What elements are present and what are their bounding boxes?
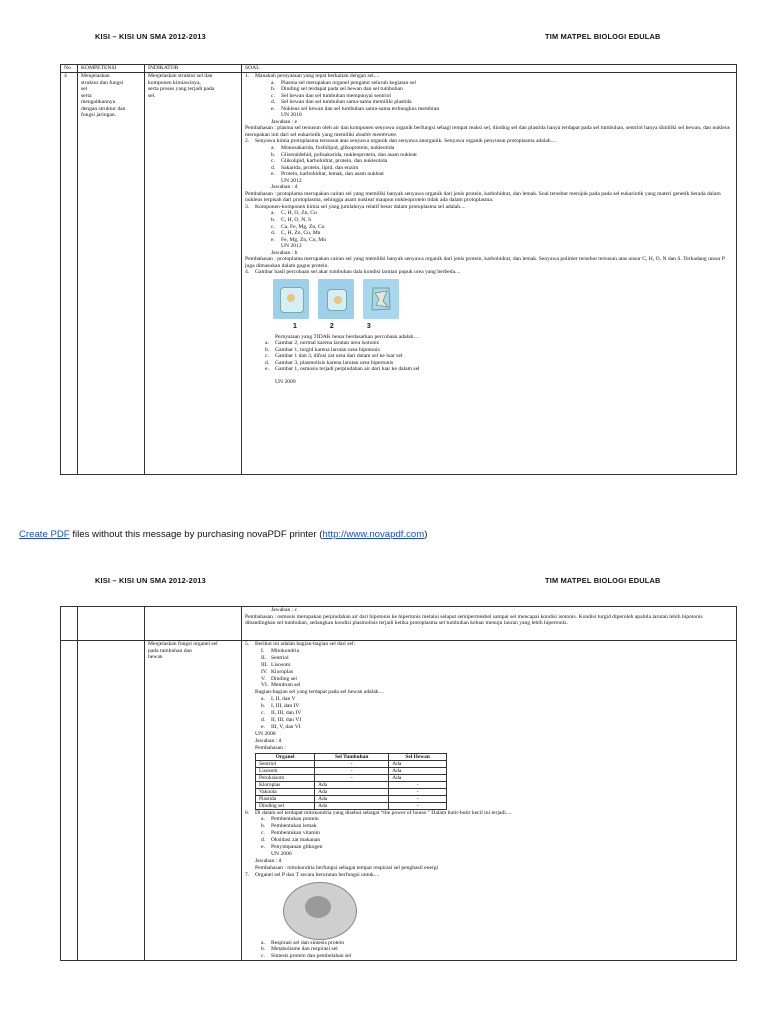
create-pdf-link[interactable]: Create PDF — [19, 529, 70, 540]
figure-label: 2 — [329, 322, 334, 330]
answer: Jawaban : d — [271, 184, 298, 191]
organel-row: Vakuola Ada - — [256, 788, 447, 795]
option: c. Pembentukan vitamin — [261, 830, 320, 837]
cell-image-plasmolysis — [363, 279, 399, 319]
option: d. Sakarida, protein, lipid, dan enzim — [271, 164, 359, 171]
answer: Jawaban : d — [255, 857, 282, 864]
explanation: Pembahasan : protoplama merupakan cairan sel yang memiliki banyak senyawa organik dari jenis protein, karbohidrat, dan lemak. Senyawa polimer tersebut tersusun atas unsur C, H, O, N dan S. Terkadang unsur P juga dimasukan dalam gugus protein. — [245, 256, 725, 269]
organel-row: Plastida Ada - — [256, 795, 447, 802]
question-5: 5. Berikut ini adalah bagian-bagian sel dari sel: — [245, 641, 356, 647]
osmosis-figure — [273, 279, 733, 319]
organel-row: Lisosom - Ada — [256, 767, 447, 774]
table-header-row — [61, 65, 737, 73]
indikator-cell — [145, 73, 242, 475]
kompetensi-line: serta — [81, 92, 92, 99]
part: VI. Membran sel — [261, 682, 301, 689]
pdf-page-1 — [0, 0, 768, 508]
option: e. Penyimpanan glikogen — [261, 844, 323, 851]
kompetensi-line: fungsi jaringan. — [81, 112, 117, 119]
option: e. Protein, karbohidrat, lemak, dan asam nukleat — [271, 171, 384, 178]
question-3: 3. Komponen-komponen kimia sel yang jumlahnya relatif besar dalam protoplasma sel adalah.... — [245, 203, 466, 210]
cell-image-normal — [318, 279, 354, 319]
option: a. Plasma sel merupakan organel pengatur seluruh kegiatan sel — [271, 79, 416, 86]
soal-cell — [242, 607, 737, 641]
soal-cell — [242, 73, 737, 475]
col-soal: SOAL — [242, 65, 737, 73]
indikator-cell — [145, 641, 242, 961]
organel-row: Sentriol - Ada — [256, 760, 447, 767]
option: d. Sel hewan dan sel tumbuhan sama-sama memiliki plastida — [271, 99, 412, 106]
animal-cell-image — [283, 882, 355, 938]
option: c. Ca, Fe, Mg, Zn, Cu — [271, 223, 325, 230]
option: e. Fe, Mg, Zn, Cu, Mn — [271, 236, 327, 243]
explanation: Pembahasan : osmosis merupakan perpindahan air dari hipotonis ke hipertonis melalui selaput semipermeabel sampai sel mencapai kondisi isotonis. Kondisi turgid diperoleh apabila larutan lebih hipotonis dibandingkan sel tumbuhan, sedangkan kondisi plasmolisis terjadi ketika protoplasma sel tumbuhan keluar menuju lauran yang lebih hipertonis. — [245, 613, 703, 627]
option: d. II, III, dan VI — [261, 716, 302, 723]
soal-cell — [242, 641, 737, 961]
kompetensi-line: sel — [81, 86, 88, 93]
un-year: UN 2012 — [281, 243, 302, 250]
table-row — [61, 641, 737, 961]
option: e. III, V, dan VI — [261, 723, 301, 730]
option: c. Glikolipid, karbohidrat, protein, dan nukleotida — [271, 158, 388, 165]
col-kompetensi: KOMPETENSI — [78, 65, 145, 73]
part: I. Mitokondria — [261, 647, 299, 654]
option: b. Metabolisme dan respirasi sel — [261, 946, 338, 953]
option: a. Respirasi sel dan sintesis protein — [261, 939, 345, 946]
part: III. Lisosom — [261, 661, 291, 668]
option: a. Monosakarida, fosfolipid, glikoprotein, nukleotida — [271, 145, 395, 152]
organel-row: Dinding sel Ada - — [256, 802, 447, 809]
novapdf-footer — [19, 529, 427, 540]
figure-label: 1 — [293, 322, 297, 330]
indikator-line: serta proses yang terjadi pada — [148, 86, 215, 93]
option: a. C, H, O, Zn, Cu — [271, 210, 317, 217]
indikator-line: pada tumbuhan dan — [148, 647, 192, 654]
option: b. Dinding sel terdapat pada sel hewan dan sel tumbuhan — [271, 86, 403, 93]
figure-label: 3 — [366, 322, 371, 330]
header-left: KISI – KISI UN SMA 2012-2013 — [95, 576, 206, 585]
col-no: No — [61, 65, 78, 73]
figure-labels — [293, 324, 733, 331]
option: e. Nukleus sel hewan dan sel tumbuhan sama-sama terbungkus membran — [271, 105, 440, 112]
header-right: TIM MATPEL BIOLOGI EDULAB — [545, 576, 661, 585]
option: a. Pembentukan protein — [261, 816, 319, 823]
answer: Jawaban : b — [271, 249, 298, 256]
organel-table-header: Organel Sel Tumbuhan Sel Hewan — [256, 753, 447, 760]
question-6: 6. Di dalam sel terdapat mitokondria yang disebut sebagai “the power of house.” Dalam butir-butir kecil ini terjadi.... — [245, 809, 512, 816]
table-row — [61, 607, 737, 641]
option: c. Sel hewan dan sel tumbuhan mempunyai sentriol — [271, 92, 391, 99]
pdf-page-2 — [0, 560, 768, 1024]
option: a. Gambar 2, normal karena larutan urea isotonis — [265, 340, 379, 347]
option: a. I, II, dan V — [261, 696, 296, 703]
question-2: 2. Senyawa kimia protoplasma tersusun atas senyawa organik dan senyawa anorganik. Senyawa organik penyusun protoplasma adalah.... — [245, 138, 557, 145]
un-year: UN 2009 — [275, 379, 296, 386]
option: b. Gambar 1, turgid karena larutan urea hipotonis — [265, 346, 380, 353]
footer-text: files without this message by purchasing novaPDF printer ( — [69, 529, 323, 540]
novapdf-url-link[interactable]: http://www.novapdf.com — [322, 529, 425, 540]
header-left: KISI – KISI UN SMA 2012-2013 — [95, 32, 206, 41]
explanation: Pembahasan : plasma sel tersusun oleh air dan komponen senyawa organik berfungsi sebagi tempat reaksi sel, dinding sel dan plastida hanya terdapat pada sel tumbuhan, sentriol hanya dimiliki sel hewan, dan nukleus merupakan inti dari sel eukariotik yang memiliki double membrane. — [245, 125, 730, 138]
un-year: UN 2010 — [281, 112, 302, 119]
table-row — [61, 73, 737, 475]
question-stem: Bagian-bagian sel yang terdapat pada sel hewan adalah.... — [255, 689, 385, 696]
question-4: 4. Gambar hasil percobaan sel akar tumbuhan dala kondisi larutan pupuk urea yang berbeda.... — [245, 269, 461, 276]
option: e. Gambar 1, osmosis terjadi perpindahan air dari luar ke dalam sel — [265, 366, 420, 373]
explanation: Pembahasan : mitokondria berfungsi sebagai tempat respirasi sel penghasil energi — [255, 864, 439, 871]
option: c. II, III, dan IV — [261, 710, 302, 717]
kompetensi-line: mengaitkannya — [81, 99, 116, 106]
option: d. C, H, Zn, Cu, Mn — [271, 230, 321, 237]
answer: Jawaban : d — [255, 737, 282, 744]
un-year: UN 2006 — [271, 850, 292, 857]
part: V. Dinding sel — [261, 675, 297, 682]
un-year: UN 2008 — [255, 730, 276, 737]
answer: Jawaban : e — [271, 118, 298, 125]
organel-row: Kloroplas Ada - — [256, 781, 447, 788]
indikator-line: sel. — [148, 92, 156, 99]
explanation: Pembahasan : protoplama merupakan cairan sel yang memiliki banyak senyawa organik dari jenis protein, karbohidrat, dan lemak. Soal tersebut merujuk pada pada sel eukariotik yang materi genetik berada dalam nukleus terpisah dari protoplasma, sehingga asam nukleat maupun nukleoprotein tidak ada dalam protoplasma. — [245, 190, 721, 204]
option: c. Sintesis protein dan pembelahan sel — [261, 953, 352, 960]
organel-table — [255, 753, 447, 810]
part: II. Sentriol — [261, 654, 289, 661]
kompetensi-cell — [78, 73, 145, 475]
kisi-table-page2 — [60, 606, 737, 961]
indikator-line: Menjelaskan struktur sel dan — [148, 73, 213, 79]
question-stem: Pernyataan yang TIDAK benar berdasarkan percobaan adalah.... — [275, 333, 420, 340]
part: IV. Kloroplas — [261, 668, 294, 675]
option: b. Gliseraldehid, polisakarida, nukleoprotein, dan asam nukleat — [271, 151, 417, 158]
question-1: 1. Manakah pernyataan yang tepat berkaitan dengan sel.... — [245, 73, 380, 79]
option: d. Oksidasi zat makanan — [261, 837, 321, 844]
un-year: UN 2012 — [281, 177, 302, 184]
option: c. Gambar 1 dan 3, difusi zat urea dari dalam sel ke luar sel — [265, 353, 403, 360]
header-right: TIM MATPEL BIOLOGI EDULAB — [545, 32, 661, 41]
indikator-line: komponen kimiawinya, — [148, 79, 201, 86]
option: b. Pembentukan lemak — [261, 823, 317, 830]
option: b. C, H, O, N, S — [271, 217, 312, 224]
footer-text: ) — [424, 529, 428, 540]
row-number: 4 — [61, 73, 78, 475]
kisi-table-page1 — [60, 64, 737, 475]
answer: Jawaban : c — [271, 607, 298, 613]
col-indikator: INDIKATOR — [145, 65, 242, 73]
explanation: Pembahasan : — [255, 744, 286, 751]
kompetensi-line: Menjelaskan — [81, 73, 110, 79]
cell-image-turgid — [273, 279, 309, 319]
indikator-line: Menjelaskan fungsi organel sel — [148, 641, 218, 647]
question-7: 7. Organel sel P dan T secara berurutan berfungsi untuk.... — [245, 871, 380, 878]
option: d. Gambar 3, plasmolisis karena larutan urea hipertonis — [265, 359, 394, 366]
kompetensi-line: struktur dan fungsi — [81, 79, 124, 86]
kompetensi-line: dengan struktur dan — [81, 105, 126, 112]
indikator-line: hewan — [148, 654, 163, 661]
organel-row: Peroksisom - Ada — [256, 774, 447, 781]
option: b. I, III, dan IV — [261, 703, 300, 710]
